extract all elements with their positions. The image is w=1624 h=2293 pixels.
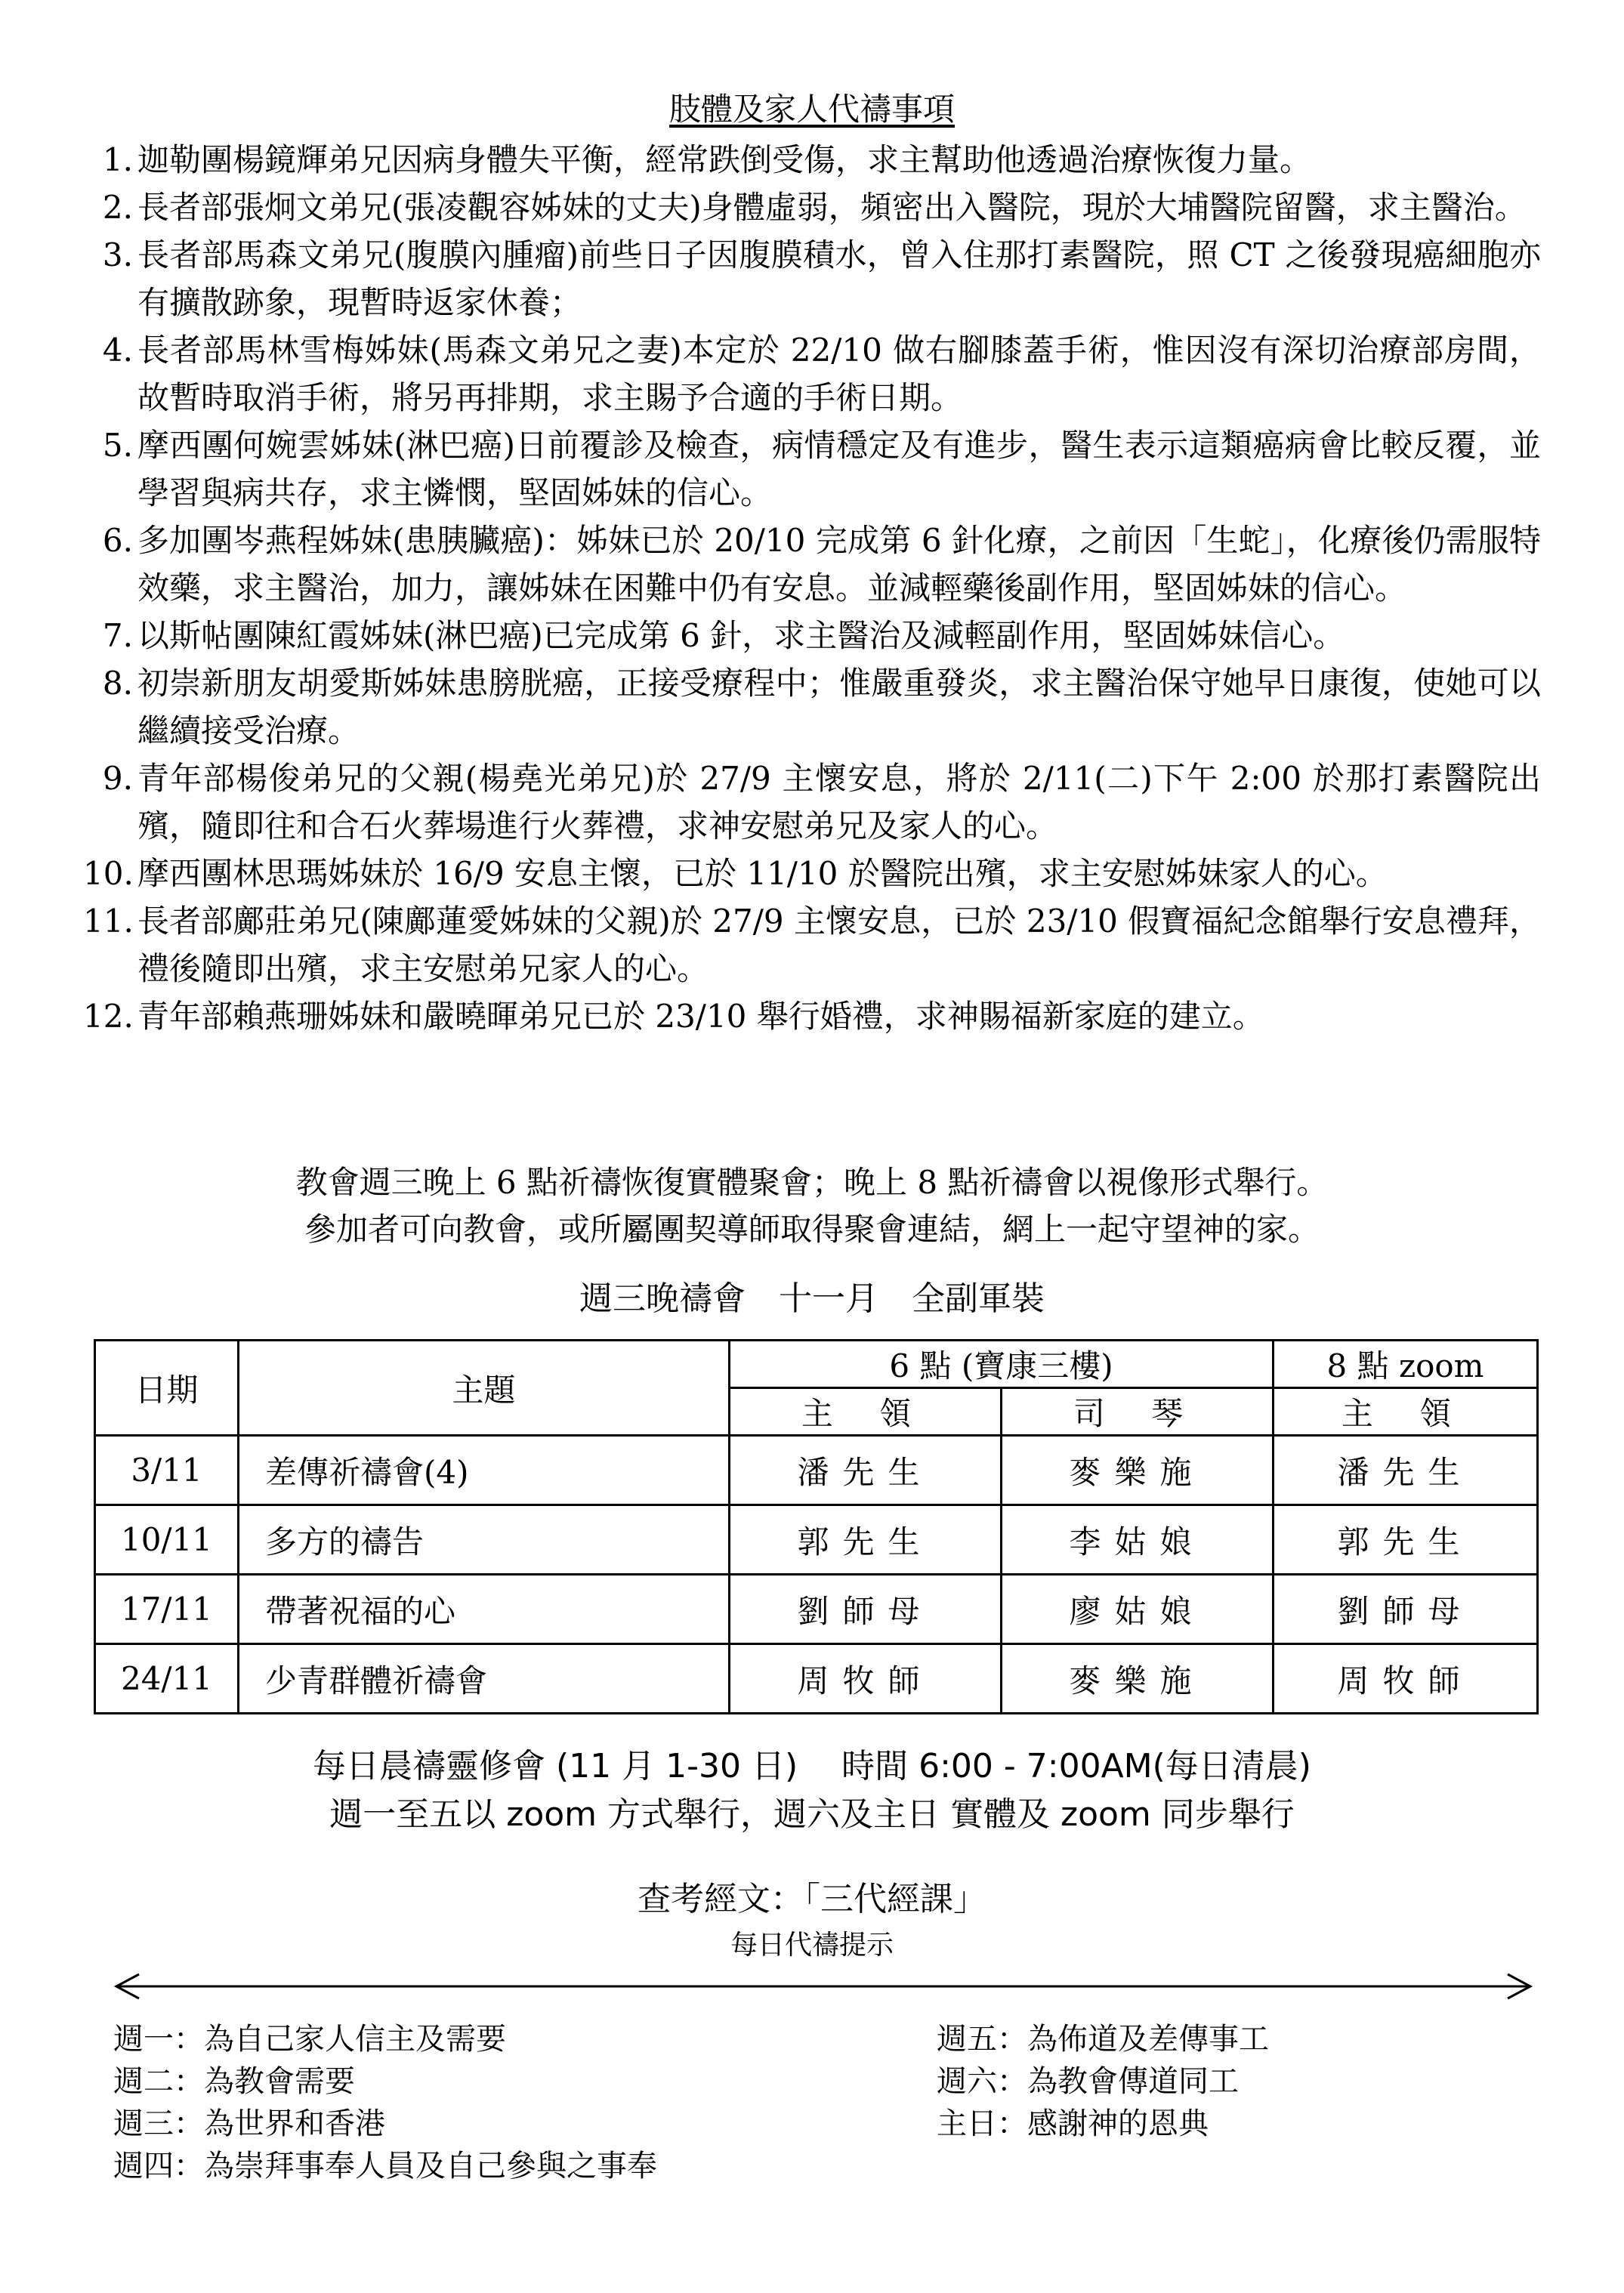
row-lead-zoom: 郭先生 <box>1274 1505 1538 1575</box>
row-lead-zoom: 周牧師 <box>1274 1644 1538 1714</box>
daily-prayer-item: 週四：為崇拜事奉人員及自己參與之事奉 <box>113 2149 657 2183</box>
header-lead-zoom: 主 領 <box>1274 1388 1538 1436</box>
prayer-number: 8. <box>102 665 133 702</box>
table-row <box>95 1575 1538 1644</box>
row-lead-six: 劉師母 <box>730 1575 1002 1644</box>
header-lead: 主 領 <box>730 1388 1002 1436</box>
row-date: 3/11 <box>95 1436 239 1505</box>
schedule-table <box>94 1339 1539 1714</box>
prayer-item <box>83 231 1541 326</box>
row-date: 10/11 <box>95 1505 239 1575</box>
prayer-item <box>83 992 1541 1040</box>
prayer-text: 青年部賴燕珊姊妹和嚴曉暉弟兄已於 23/10 舉行婚禮，求神賜福新家庭的建立。 <box>137 998 1264 1035</box>
daily-prayer-item: 週一：為自己家人信主及需要 <box>113 2022 506 2057</box>
prayer-item <box>83 612 1541 659</box>
prayer-item <box>83 421 1541 517</box>
daily-prayer-item: 週六：為教會傳道同工 <box>937 2064 1239 2099</box>
schedule-title: 週三晚禱會 十一月 全副軍裝 <box>579 1279 1045 1318</box>
row-topic: 差傳祈禱會(4) <box>239 1436 730 1505</box>
prayer-text: 長者部馬林雪梅姊妹(馬森文弟兄之妻)本定於 22/10 做右腳膝蓋手術，惟因沒有深切治療部房間，故暫時取消手術，將另再排期，求主賜予合適的手術日期。 <box>137 332 1541 416</box>
page-title: 肢體及家人代禱事項 <box>668 91 955 128</box>
prayer-text: 青年部楊俊弟兄的父親(楊堯光弟兄)於 27/9 主懷安息，將於 2/11(二)下午 2:00 於那打素醫院出殯，隨即往和合石火葬場進行火葬禮，求神安慰弟兄及家人的心。 <box>137 760 1541 844</box>
header-date: 日期 <box>95 1341 239 1436</box>
row-lead-zoom: 潘先生 <box>1274 1436 1538 1505</box>
prayer-list <box>83 136 1541 1040</box>
prayer-text: 長者部馬森文弟兄(腹膜內腫瘤)前些日子因腹膜積水，曾入住那打素醫院，照 CT 之後發現癌細胞亦有擴散跡象，現暫時返家休養； <box>137 236 1541 321</box>
prayer-text: 長者部鄺莊弟兄(陳鄺蓮愛姊妹的父親)於 27/9 主懷安息，已於 23/10 假寶福紀念館舉行安息禮拜，禮後隨即出殯，求主安慰弟兄家人的心。 <box>137 903 1541 987</box>
prayer-number: 6. <box>102 522 133 559</box>
prayer-item <box>83 136 1541 184</box>
header-eight-pm: 8 點 zoom <box>1274 1341 1538 1388</box>
daily-prayer-item: 主日：感謝神的恩典 <box>937 2106 1209 2141</box>
prayer-text: 初崇新朋友胡愛斯姊妹患膀胱癌，正接受療程中；惟嚴重發炎，求主醫治保守她早日康復，使她可以繼續接受治療。 <box>137 665 1541 749</box>
scripture-title: 查考經文：「三代經課」 <box>638 1880 986 1918</box>
prayer-text: 迦勒團楊鏡輝弟兄因病身體失平衡，經常跌倒受傷，求主幫助他透過治療恢復力量。 <box>137 141 1312 178</box>
prayer-item <box>83 517 1541 612</box>
row-topic: 多方的禱告 <box>239 1505 730 1575</box>
daily-prayer-right <box>937 2018 1269 2145</box>
prayer-number: 11. <box>83 903 134 940</box>
row-piano: 麥樂施 <box>1002 1436 1274 1505</box>
prayer-number: 2. <box>102 189 133 226</box>
prayer-number: 4. <box>102 332 133 369</box>
prayer-text: 以斯帖團陳紅霞姊妹(淋巴癌)已完成第 6 針，求主醫治及減輕副作用，堅固姊妹信心。 <box>137 617 1345 654</box>
prayer-item <box>83 897 1541 992</box>
table-row <box>95 1644 1538 1714</box>
prayer-item <box>83 659 1541 755</box>
prayer-item <box>83 326 1541 421</box>
prayer-number: 9. <box>102 760 133 797</box>
prayer-number: 7. <box>102 617 133 654</box>
table-row <box>95 1505 1538 1575</box>
daily-prayer-item: 週三：為世界和香港 <box>113 2106 385 2141</box>
prayer-text: 長者部張炯文弟兄(張凌觀容姊妹的丈夫)身體虛弱，頻密出入醫院，現於大埔醫院留醫，求主醫治。 <box>137 189 1527 226</box>
row-piano: 李姑娘 <box>1002 1505 1274 1575</box>
row-lead-six: 潘先生 <box>730 1436 1002 1505</box>
header-piano: 司 琴 <box>1002 1388 1274 1436</box>
row-piano: 廖姑娘 <box>1002 1575 1274 1644</box>
row-lead-six: 周牧師 <box>730 1644 1002 1714</box>
notice-line-1: 教會週三晚上 6 點祈禱恢復實體聚會；晚上 8 點祈禱會以視像形式舉行。 <box>295 1164 1329 1201</box>
row-topic: 帶著祝福的心 <box>239 1575 730 1644</box>
row-topic: 少青群體祈禱會 <box>239 1644 730 1714</box>
prayer-number: 5. <box>102 427 133 464</box>
prayer-number: 3. <box>102 236 133 273</box>
notice-line-2: 參加者可向教會，或所屬團契導師取得聚會連結，網上一起守望神的家。 <box>304 1211 1320 1248</box>
prayer-text: 多加團岑燕程姊妹(患胰臟癌)：姊妹已於 20/10 完成第 6 針化療，之前因「生蛇」，化療後仍需服特效藥，求主醫治，加力，讓姊妹在困難中仍有安息。並減輕藥後副作用，堅固姊妹的信心。 <box>137 522 1541 606</box>
row-date: 24/11 <box>95 1644 239 1714</box>
morning-line-2: 週一至五以 zoom 方式舉行，週六及主日 實體及 zoom 同步舉行 <box>329 1795 1295 1834</box>
prayer-number: 1. <box>102 141 133 178</box>
row-lead-six: 郭先生 <box>730 1505 1002 1575</box>
row-lead-zoom: 劉師母 <box>1274 1575 1538 1644</box>
row-piano: 麥樂施 <box>1002 1644 1274 1714</box>
morning-prayer-info <box>0 1742 1624 1839</box>
daily-prayer-left <box>113 2018 657 2187</box>
prayer-item <box>83 755 1541 850</box>
prayer-item <box>83 184 1541 231</box>
prayer-text: 摩西團林思瑪姊妹於 16/9 安息主懷，已於 11/10 於醫院出殯，求主安慰姊妹家人的心。 <box>137 855 1388 892</box>
meeting-notice <box>0 1159 1624 1253</box>
header-topic: 主題 <box>239 1341 730 1436</box>
header-six-pm: 6 點 (寶康三樓) <box>730 1341 1274 1388</box>
daily-prayer-item: 週五：為佈道及差傳事工 <box>937 2022 1269 2057</box>
daily-prayer-item: 週二：為教會需要 <box>113 2064 355 2099</box>
prayer-text: 摩西團何婉雲姊妹(淋巴癌)日前覆診及檢查，病情穩定及有進步，醫生表示這類癌病會比較反覆，並學習與病共存，求主憐憫，堅固姊妹的信心。 <box>137 427 1541 511</box>
daily-prayer-title: 每日代禱提示 <box>730 1930 894 1961</box>
morning-line-1: 每日晨禱靈修會 (11 月 1-30 日) 時間 6:00 - 7:00AM(每日清晨) <box>313 1747 1311 1785</box>
double-arrow-icon <box>113 1971 1533 2001</box>
prayer-item <box>83 850 1541 897</box>
prayer-number: 10. <box>83 855 134 892</box>
row-date: 17/11 <box>95 1575 239 1644</box>
prayer-number: 12. <box>83 998 134 1035</box>
table-row <box>95 1436 1538 1505</box>
